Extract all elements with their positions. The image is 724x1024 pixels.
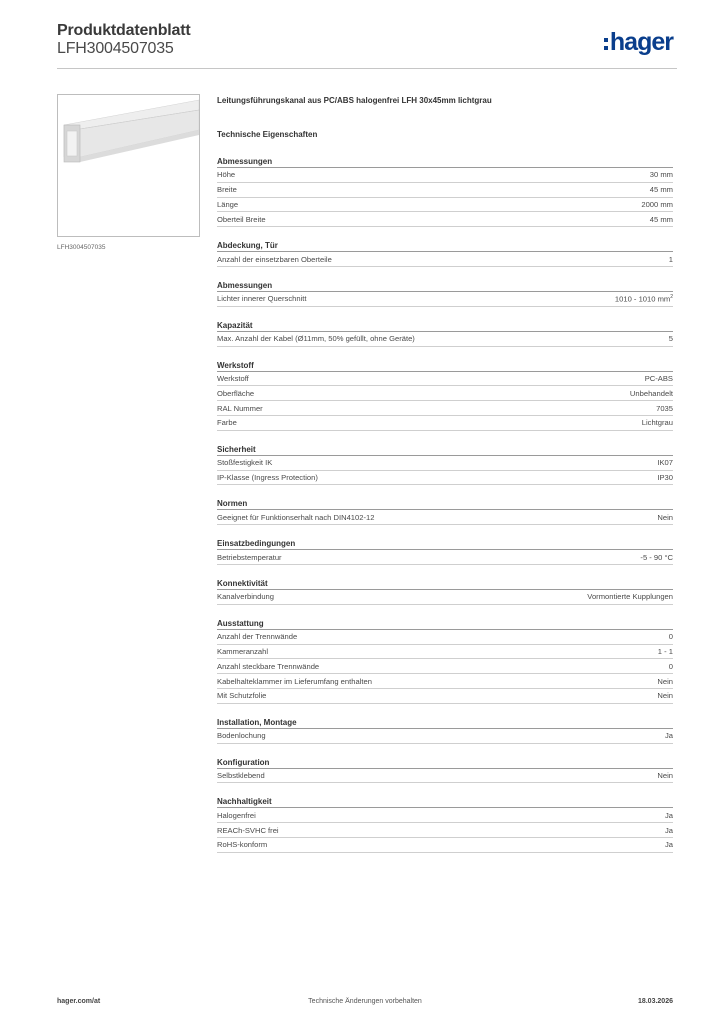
property-row (217, 456, 673, 471)
property-value: 45 mm (649, 214, 673, 224)
property-value-cell (669, 255, 673, 264)
property-value-cell (642, 418, 673, 427)
section-title: Nachhaltigkeit (217, 796, 673, 808)
property-value-cell (645, 374, 673, 383)
properties-list (217, 156, 673, 853)
property-value: 30 mm (649, 170, 673, 180)
property-section (217, 156, 673, 227)
property-value-cell (665, 731, 673, 740)
property-label: Anzahl steckbare Trennwände (217, 661, 320, 671)
footer-disclaimer: Technische Änderungen vorbehalten (308, 998, 422, 1005)
property-row (217, 674, 673, 689)
property-row (217, 808, 673, 823)
property-value-cell (657, 771, 673, 780)
property-label: IP-Klasse (Ingress Protection) (217, 472, 318, 482)
section-title: Einsatzbedingungen (217, 538, 673, 550)
property-row (217, 386, 673, 401)
property-value: 5 (668, 334, 673, 344)
property-label: Anzahl der einsetzbaren Oberteile (217, 254, 332, 264)
property-label: REACh-SVHC frei (217, 825, 279, 835)
section-title: Abmessungen (217, 156, 673, 168)
property-value: IP30 (657, 472, 673, 482)
property-row (217, 550, 673, 565)
hager-logo (604, 28, 673, 56)
property-label: RAL Nummer (217, 403, 263, 413)
property-row (217, 372, 673, 387)
property-value-cell (658, 647, 673, 656)
property-value: 45 mm (649, 185, 673, 195)
page-header (57, 22, 677, 62)
property-section (217, 240, 673, 267)
property-section (217, 280, 673, 307)
property-row (217, 590, 673, 605)
property-value-cell (587, 592, 673, 601)
property-value-cell (650, 170, 673, 179)
property-section (217, 757, 673, 784)
product-details (217, 96, 673, 853)
property-value-cell (665, 811, 673, 820)
image-caption: LFH3004507035 (57, 244, 106, 251)
property-value: Nein (657, 512, 673, 522)
property-section (217, 578, 673, 605)
property-value-cell (640, 553, 673, 562)
property-section (217, 717, 673, 744)
property-label: Oberfläche (217, 388, 255, 398)
property-value-cell (669, 662, 673, 671)
property-label: Stoßfestigkeit IK (217, 458, 273, 468)
property-value-cell (657, 473, 673, 482)
property-section (217, 444, 673, 486)
property-row (217, 401, 673, 416)
property-label: Länge (217, 199, 239, 209)
property-label: Werkstoff (217, 373, 249, 383)
property-row (217, 630, 673, 645)
property-value: 1 (668, 254, 673, 264)
property-value-cell (615, 294, 673, 304)
property-label: RoHS-konform (217, 840, 268, 850)
property-value-cell (669, 334, 673, 343)
section-title: Werkstoff (217, 360, 673, 372)
property-value-cell (657, 458, 673, 467)
property-value: 0 (668, 632, 673, 642)
cable-duct-image (58, 95, 199, 236)
property-label: Kabelhalteklammer im Lieferumfang enthalten (217, 676, 372, 686)
property-row (217, 252, 673, 267)
property-row (217, 510, 673, 525)
property-value: 0 (668, 661, 673, 671)
property-value: Nein (657, 770, 673, 780)
property-value-superscript: 2 (670, 294, 673, 301)
header-divider (57, 68, 677, 69)
property-value: Ja (664, 810, 673, 820)
property-row (217, 212, 673, 227)
logo-dots-icon (604, 38, 608, 50)
section-title: Installation, Montage (217, 717, 673, 729)
property-value-cell (657, 691, 673, 700)
property-value-cell (669, 632, 673, 641)
page-footer (57, 998, 673, 1010)
section-title: Normen (217, 498, 673, 510)
technical-properties-heading: Technische Eigenschaften (217, 130, 318, 139)
property-label: Kammeranzahl (217, 646, 269, 656)
property-value-cell (641, 200, 673, 209)
property-value: 2000 mm (641, 199, 673, 209)
property-row (217, 645, 673, 660)
product-image (57, 94, 200, 237)
property-section (217, 498, 673, 525)
property-value: Ja (664, 825, 673, 835)
section-title: Kapazität (217, 320, 673, 332)
logo-text: hager (609, 27, 673, 56)
property-value-cell (650, 185, 673, 194)
property-row (217, 838, 673, 853)
property-value: PC-ABS (644, 373, 673, 383)
property-value: -5 - 90 °C (640, 552, 673, 562)
property-value: 1 - 1 (657, 646, 673, 656)
property-label: Selbstklebend (217, 770, 265, 780)
property-label: Geeignet für Funktionserhalt nach DIN4102-12 (217, 512, 375, 522)
property-label: Bodenlochung (217, 731, 266, 741)
property-label: Höhe (217, 170, 236, 180)
property-value: Lichtgrau (641, 418, 673, 428)
property-section (217, 360, 673, 431)
property-value-cell (630, 389, 673, 398)
section-title: Konnektivität (217, 578, 673, 590)
property-label: Lichter innerer Querschnitt (217, 294, 307, 304)
property-section (217, 796, 673, 852)
property-label: Max. Anzahl der Kabel (Ø11mm, 50% gefüllt, ohne Geräte) (217, 334, 415, 344)
property-section (217, 618, 673, 704)
property-value: Vormontierte Kupplungen (587, 592, 673, 602)
property-row (217, 471, 673, 486)
document-title: Produktdatenblatt (57, 22, 191, 39)
property-value: Unbehandelt (629, 388, 673, 398)
property-row (217, 689, 673, 704)
property-label: Breite (217, 185, 237, 195)
property-label: Kanalverbindung (217, 592, 274, 602)
property-label: Anzahl der Trennwände (217, 632, 298, 642)
property-row (217, 416, 673, 431)
property-value-cell (657, 677, 673, 686)
property-row (217, 332, 673, 347)
article-number: LFH3004507035 (57, 40, 174, 57)
property-value: Ja (664, 731, 673, 741)
property-section (217, 320, 673, 347)
property-value-cell (656, 404, 673, 413)
property-row (217, 292, 673, 307)
property-row (217, 659, 673, 674)
property-value: 7035 (656, 403, 673, 413)
property-label: Farbe (217, 418, 237, 428)
property-label: Oberteil Breite (217, 214, 266, 224)
property-value: Nein (657, 691, 673, 701)
property-row (217, 823, 673, 838)
property-value-cell (665, 840, 673, 849)
property-row (217, 168, 673, 183)
property-value: Ja (664, 840, 673, 850)
property-value-cell (650, 215, 673, 224)
property-value: IK07 (657, 458, 673, 468)
footer-date: 18.03.2026 (637, 998, 673, 1005)
property-row (217, 183, 673, 198)
product-name: Leitungsführungskanal aus PC/ABS halogenfrei LFH 30x45mm lichtgrau (217, 96, 492, 105)
section-title: Abmessungen (217, 280, 673, 292)
property-value-cell (665, 826, 673, 835)
section-title: Konfiguration (217, 757, 673, 769)
section-title: Abdeckung, Tür (217, 240, 673, 252)
property-value: Nein (657, 676, 673, 686)
property-row (217, 729, 673, 744)
section-title: Ausstattung (217, 618, 673, 630)
property-label: Mit Schutzfolie (217, 691, 267, 701)
property-section (217, 538, 673, 565)
property-row (217, 769, 673, 784)
footer-website: hager.com/at (57, 998, 101, 1005)
section-title: Sicherheit (217, 444, 673, 456)
property-label: Halogenfrei (217, 810, 256, 820)
property-label: Betriebstemperatur (217, 552, 282, 562)
property-value: 1010 - 1010 mm (614, 294, 671, 304)
property-value-cell (657, 513, 673, 522)
property-row (217, 198, 673, 213)
